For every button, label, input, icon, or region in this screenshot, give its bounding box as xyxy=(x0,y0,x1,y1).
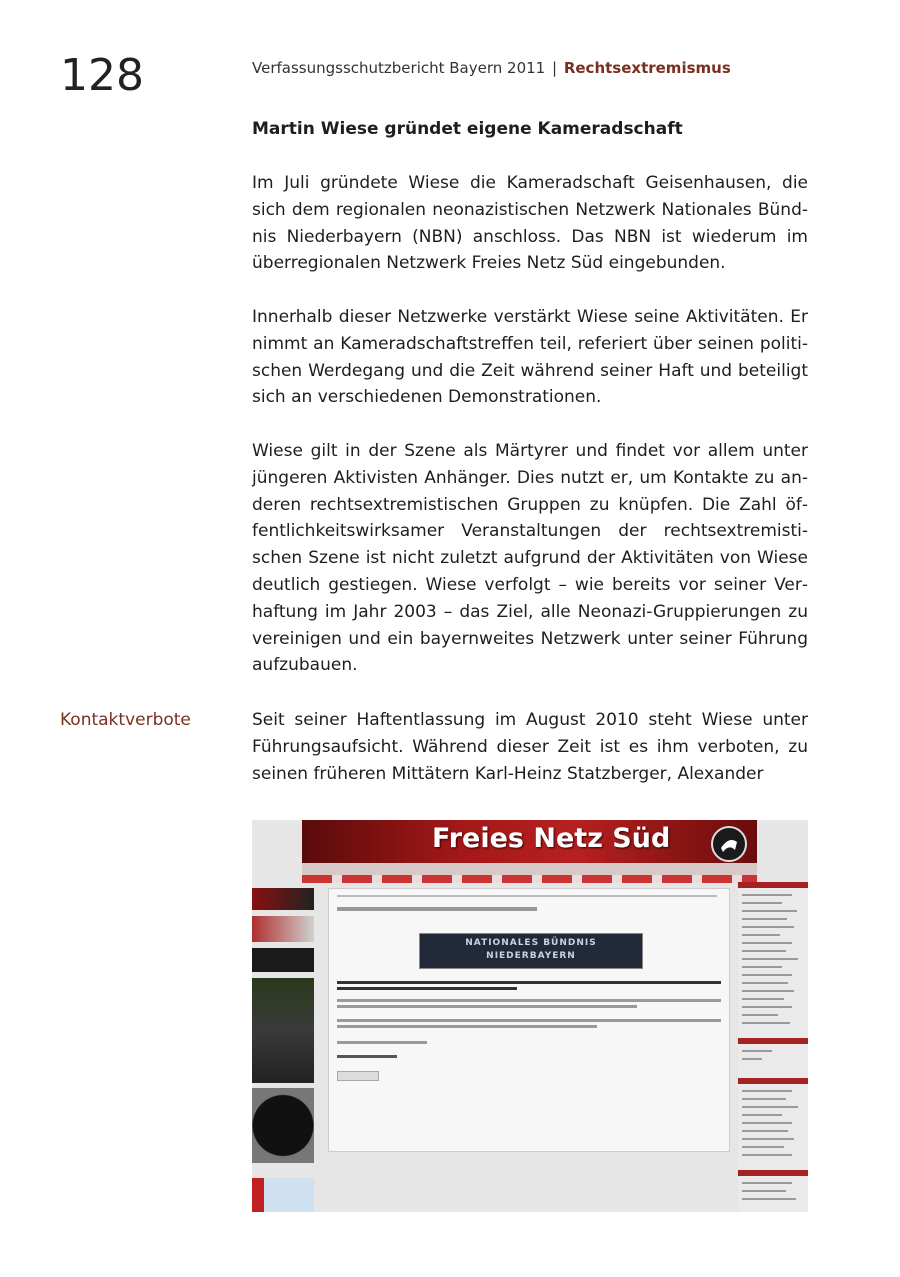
sidebar-line xyxy=(742,1182,792,1184)
sidebar-line xyxy=(742,1146,784,1148)
sidebar-line xyxy=(742,1106,798,1108)
main-article-panel xyxy=(328,888,730,1152)
sidebar-line xyxy=(742,1130,788,1132)
sidebar-line xyxy=(742,942,792,944)
thumbnail-3 xyxy=(252,948,314,972)
post-title-bar xyxy=(337,895,717,897)
running-header xyxy=(252,58,731,78)
thumbnail-5 xyxy=(252,1088,314,1163)
thumbnail-6 xyxy=(252,1178,314,1212)
text-line xyxy=(337,1041,427,1044)
sidebar-line xyxy=(742,1190,786,1192)
thumbnail-1 xyxy=(252,888,314,910)
sidebar-line xyxy=(742,910,797,912)
text-line xyxy=(337,1019,721,1022)
section-title: Rechtsextremismus xyxy=(563,59,731,77)
site-subheader xyxy=(302,863,757,875)
text-line xyxy=(337,987,517,990)
text-line xyxy=(337,1005,637,1008)
nb-logo-text: NATIONALES BÜNDNIS NIEDERBAYERN xyxy=(465,938,597,961)
right-sidebar xyxy=(738,882,808,1212)
paragraph-3: Wiese gilt in der Szene als Märtyrer und findet vor allem unter jüngeren Aktivisten Anhänger. Dies nutzt er, um Kontakte zu anderen rechtsextremistischen Gruppen zu knüpfen. Die Zahl öffentlichkeitswirksamer Veranstaltungen der rechtsextremistischen Szene ist nicht zuletzt aufgrund der Aktivitäten von Wiese deutlich gestiegen. Wiese verfolgt – wie bereits vor seiner Verhaftung im Jahr 2003 – das Ziel, alle Neonazi-Gruppierungen zu vereinigen und ein bayernweites Netzwerk unter seiner Führung aufzubauen. xyxy=(252,440,808,676)
header-separator: | xyxy=(551,59,558,77)
site-banner-title: Freies Netz Süd xyxy=(432,823,671,854)
paragraph-1: Im Juli gründete Wiese die Kameradschaft Geisenhausen, die sich dem regionalen neonazistischen Netzwerk Nationales Bündnis Niederbayern (NBN) anschloss. Das NBN ist wiederum im überregionalen Netzwerk Freies Netz Süd eingebunden. xyxy=(252,173,808,274)
paragraph-2: Innerhalb dieser Netzwerke verstärkt Wiese seine Aktivitäten. Er nimmt an Kameradschaftstreffen teil, referiert über seinen politischen Werdegang und die Zeit während seiner Haft und beteiligt sich an verschiedenen Demonstrationen. xyxy=(252,306,808,408)
margin-note-kontaktverbote: Kontaktverbote xyxy=(60,710,191,730)
sidebar-header-bar xyxy=(738,1170,808,1176)
sidebar-line xyxy=(742,926,794,928)
thumbnail-4 xyxy=(252,978,314,1083)
sidebar-line xyxy=(742,982,788,984)
sidebar-line xyxy=(742,1114,782,1116)
left-sidebar-thumbnails xyxy=(252,888,314,1212)
sidebar-line xyxy=(742,998,784,1000)
thumbnail-2 xyxy=(252,916,314,942)
sidebar-line xyxy=(742,1198,796,1200)
sidebar-line xyxy=(742,1098,786,1100)
paragraph-kontaktverbote: Seit seiner Haftentlassung im August 2010 steht Wiese unter Führungsaufsicht. Während dieser Zeit ist es ihm verboten, zu seinen früheren Mittätern Karl-Heinz Statzberger, Alexander xyxy=(252,710,808,784)
sidebar-line xyxy=(742,1022,790,1024)
nb-logo-box xyxy=(419,933,643,969)
text-line xyxy=(337,1025,597,1028)
sidebar-line xyxy=(742,1122,792,1124)
sidebar-line xyxy=(742,894,792,896)
sidebar-header-bar xyxy=(738,1038,808,1044)
sidebar-line xyxy=(742,974,792,976)
sidebar-line xyxy=(742,958,798,960)
sidebar-line xyxy=(742,1090,792,1092)
sidebar-line xyxy=(742,1014,778,1016)
sidebar-line xyxy=(742,934,780,936)
article-heading: Martin Wiese gründet eigene Kameradschaft xyxy=(252,119,683,139)
sidebar-line xyxy=(742,1058,762,1060)
sidebar-line xyxy=(742,902,782,904)
site-navbar xyxy=(302,875,757,883)
sidebar-header-bar xyxy=(738,882,808,888)
text-line xyxy=(337,1055,397,1058)
post-title-line xyxy=(337,907,537,911)
main-content xyxy=(252,116,808,706)
sidebar-line xyxy=(742,1006,792,1008)
sidebar-header-bar xyxy=(738,1078,808,1084)
site-logo-icon xyxy=(711,826,747,862)
publication-title: Verfassungsschutzbericht Bayern 2011 xyxy=(252,59,546,77)
text-line xyxy=(337,999,721,1002)
website-screenshot-figure xyxy=(252,820,808,1212)
text-line xyxy=(337,981,721,984)
site-banner xyxy=(302,820,757,863)
page-number: 128 xyxy=(60,50,144,101)
sidebar-line xyxy=(742,990,794,992)
sidebar-line xyxy=(742,918,787,920)
flag-logo-icon xyxy=(713,828,745,860)
sidebar-line xyxy=(742,966,782,968)
sidebar-line xyxy=(742,1154,792,1156)
sidebar-line xyxy=(742,1050,772,1052)
sidebar-line xyxy=(742,950,786,952)
comment-button xyxy=(337,1071,379,1081)
sidebar-line xyxy=(742,1138,794,1140)
